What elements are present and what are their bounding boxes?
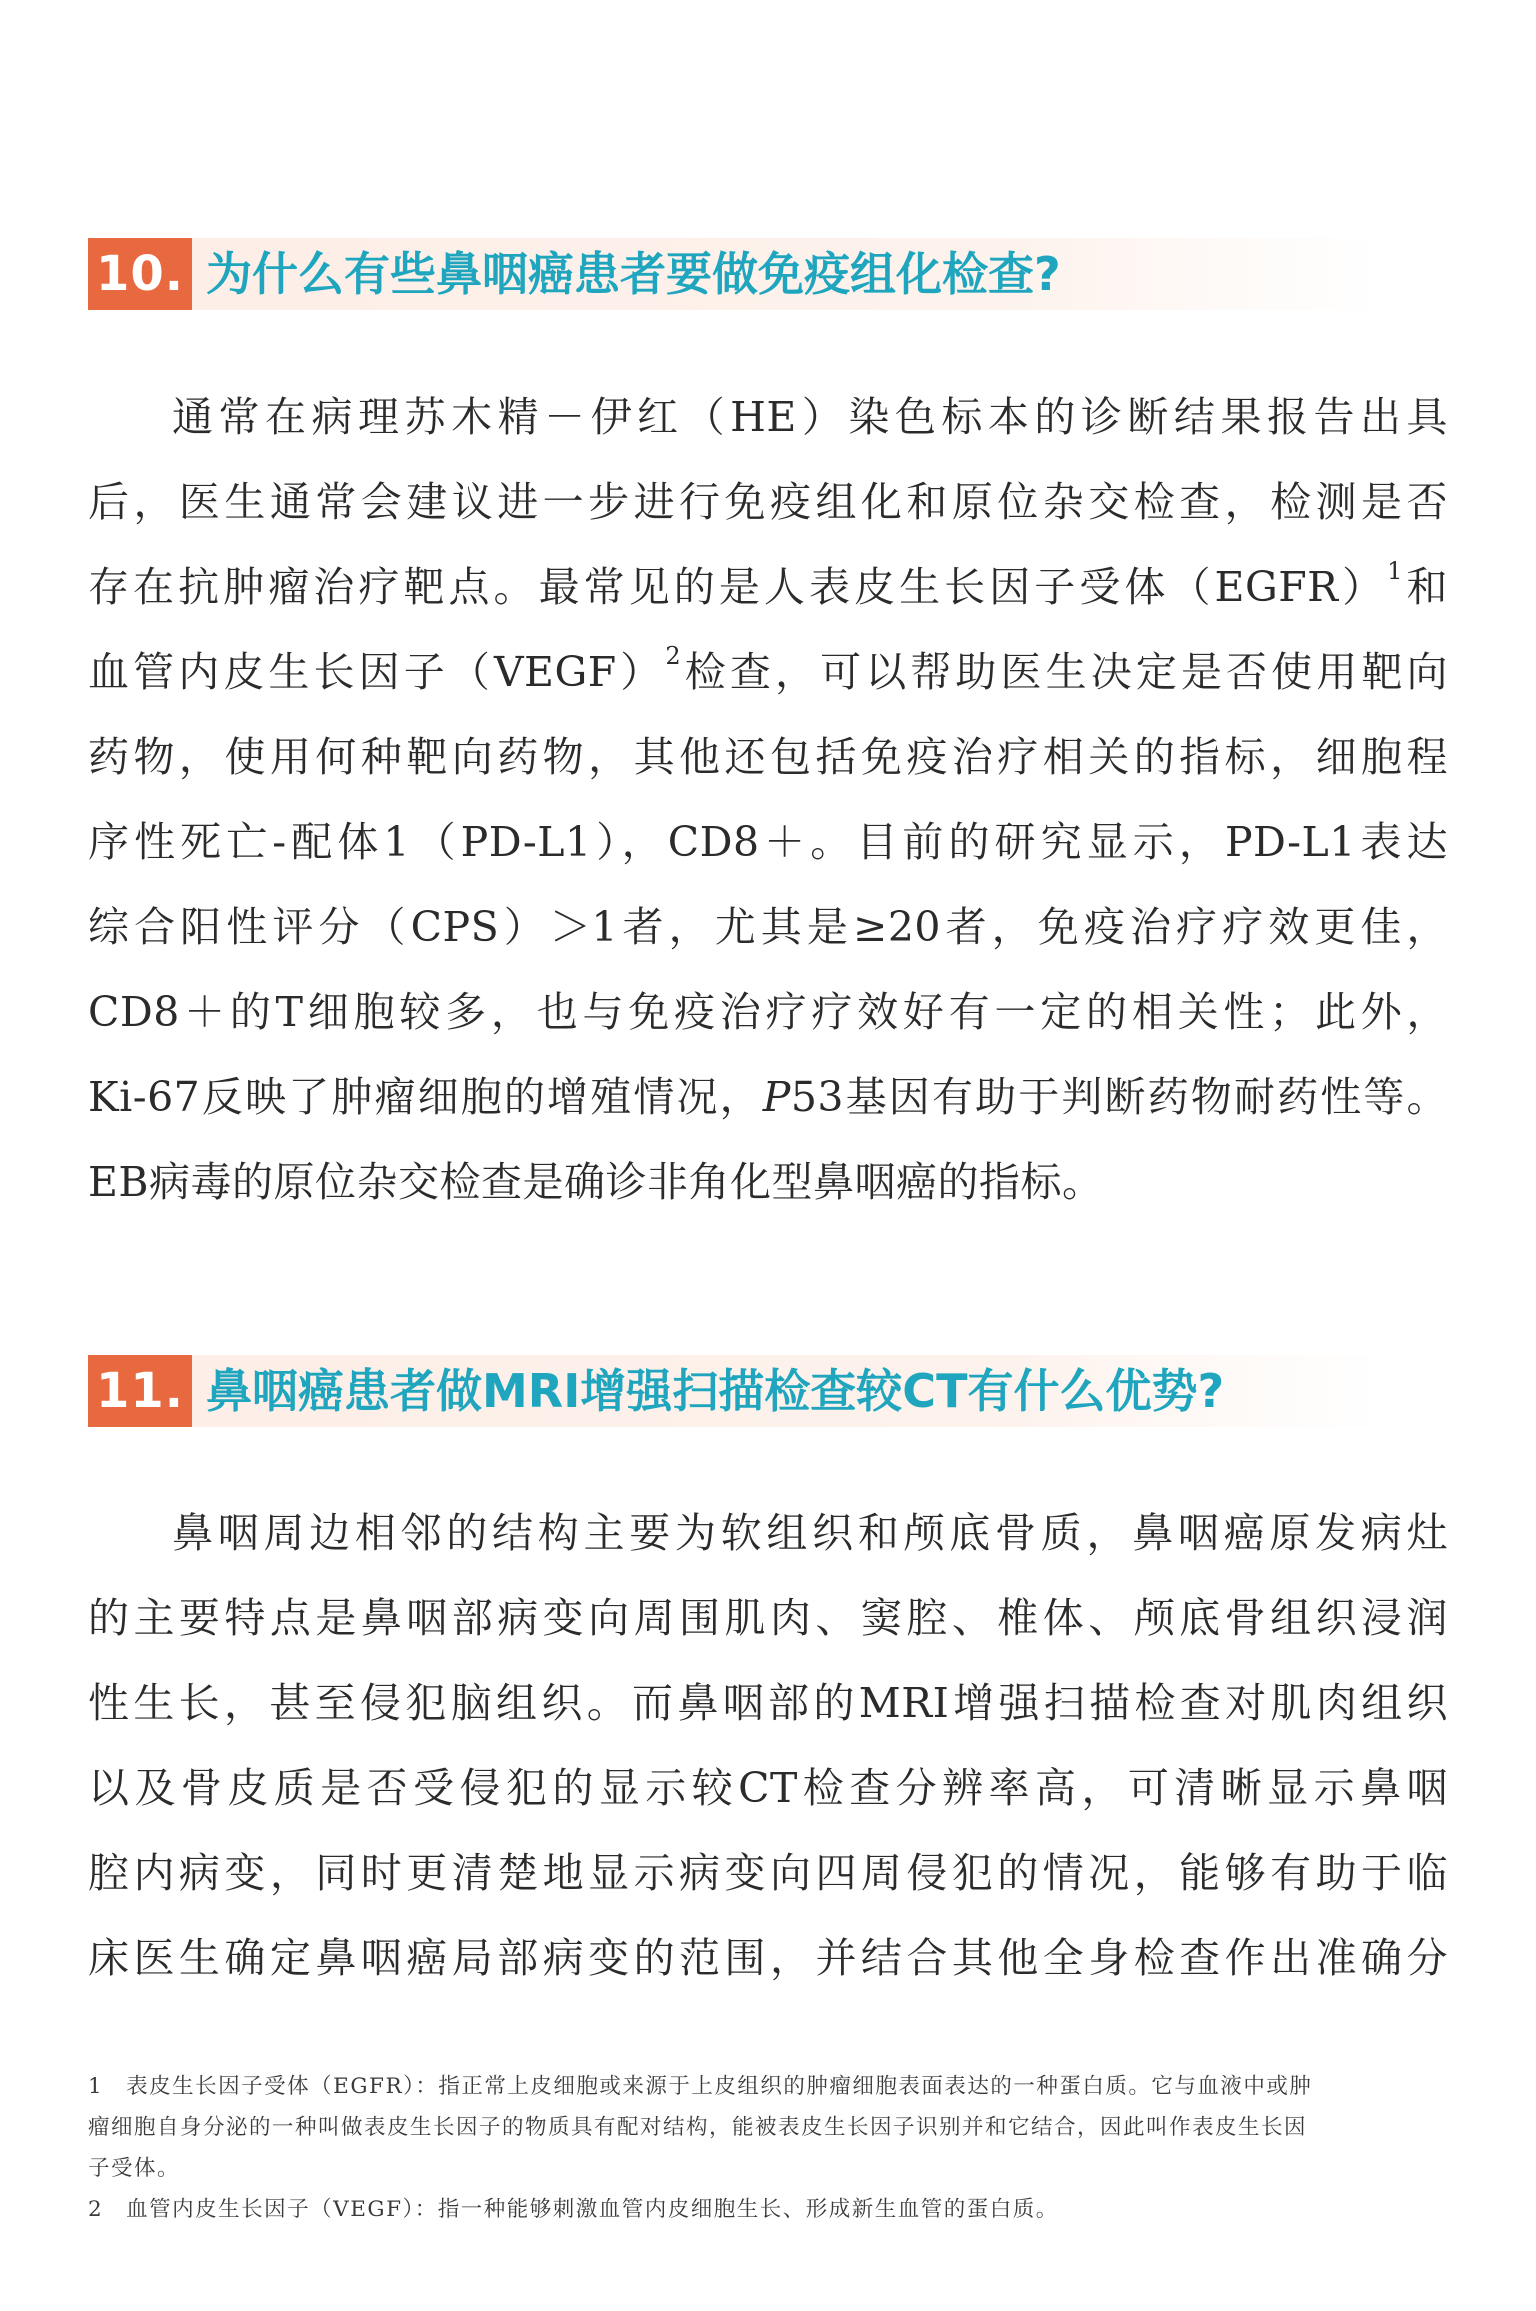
paragraph-line bbox=[88, 545, 1448, 630]
footnotes bbox=[88, 2066, 1448, 2230]
footnote-ref-1: 1 bbox=[1387, 557, 1403, 585]
line-text: 检查，可以帮助医生决定是否使用靶向 bbox=[681, 648, 1448, 696]
line-text: Ki-67反映了肿瘤细胞的增殖情况， bbox=[88, 1073, 763, 1121]
paragraph-line: 床医生确定鼻咽癌局部病变的范围，并结合其他全身检查作出准确分 bbox=[88, 1934, 1448, 1982]
gene-name-italic: P bbox=[762, 1073, 791, 1121]
paragraph-line: 通常在病理苏木精－伊红（HE）染色标本的诊断结果报告出具 bbox=[172, 393, 1448, 441]
section-10-paragraph bbox=[88, 375, 1448, 1225]
footnote-line: 瘤细胞自身分泌的一种叫做表皮生长因子的物质具有配对结构，能被表皮生长因子识别并和它结合，因此叫作表皮生长因 bbox=[88, 2115, 1308, 2140]
paragraph-line: 后，医生通常会建议进一步进行免疫组化和原位杂交检查，检测是否 bbox=[88, 478, 1448, 526]
footnote-ref-2: 2 bbox=[665, 642, 682, 670]
paragraph-line: 综合阳性评分（CPS）＞1者，尤其是≥20者，免疫治疗疗效更佳， bbox=[88, 903, 1448, 951]
line-text: 血管内皮生长因子（VEGF） bbox=[88, 648, 666, 696]
line-text: 存在抗肿瘤治疗靶点。最常见的是人表皮生长因子受体（EGFR） bbox=[88, 563, 1388, 611]
footnote-line: 子受体。 bbox=[88, 2156, 181, 2181]
paragraph-line: 药物，使用何种靶向药物，其他还包括免疫治疗相关的指标，细胞程 bbox=[88, 733, 1448, 781]
paragraph-line bbox=[88, 630, 1448, 715]
paragraph-line bbox=[88, 1055, 1448, 1140]
paragraph-line: 性生长，甚至侵犯脑组织。而鼻咽部的MRI增强扫描检查对肌肉组织 bbox=[88, 1679, 1448, 1727]
section-10-number: 10. bbox=[88, 238, 192, 310]
paragraph-line: 鼻咽周边相邻的结构主要为软组织和颅底骨质，鼻咽癌原发病灶 bbox=[172, 1509, 1448, 1557]
section-11-paragraph bbox=[88, 1491, 1448, 2001]
paragraph-line: 腔内病变，同时更清楚地显示病变向四周侵犯的情况，能够有助于临 bbox=[88, 1849, 1448, 1897]
section-11-title: 鼻咽癌患者做MRI增强扫描检查较CT有什么优势? bbox=[206, 1364, 1225, 1418]
footnote-line: 1 表皮生长因子受体（EGFR）：指正常上皮细胞或来源于上皮组织的肿瘤细胞表面表达的一种蛋白质。它与血液中或肿 bbox=[88, 2074, 1313, 2099]
paragraph-line: 以及骨皮质是否受侵犯的显示较CT检查分辨率高，可清晰显示鼻咽 bbox=[88, 1764, 1448, 1812]
section-10-header bbox=[88, 238, 1380, 310]
section-11-number: 11. bbox=[88, 1355, 192, 1427]
line-text: 和 bbox=[1402, 563, 1448, 611]
paragraph-line: CD8＋的T细胞较多，也与免疫治疗疗效好有一定的相关性；此外， bbox=[88, 988, 1448, 1036]
line-text: 53基因有助于判断药物耐药性等。 bbox=[790, 1073, 1448, 1121]
paragraph-line: 的主要特点是鼻咽部病变向周围肌肉、窦腔、椎体、颅底骨组织浸润 bbox=[88, 1594, 1448, 1642]
section-11-header bbox=[88, 1355, 1380, 1427]
footnote-line: 2 血管内皮生长因子（VEGF）：指一种能够刺激血管内皮细胞生长、形成新生血管的蛋白质。 bbox=[88, 2197, 1059, 2222]
section-10-title: 为什么有些鼻咽癌患者要做免疫组化检查? bbox=[206, 247, 1061, 301]
paragraph-line: EB病毒的原位杂交检查是确诊非角化型鼻咽癌的指标。 bbox=[88, 1158, 1104, 1206]
paragraph-line: 序性死亡-配体1（PD-L1），CD8＋。目前的研究显示，PD-L1表达 bbox=[88, 818, 1448, 866]
